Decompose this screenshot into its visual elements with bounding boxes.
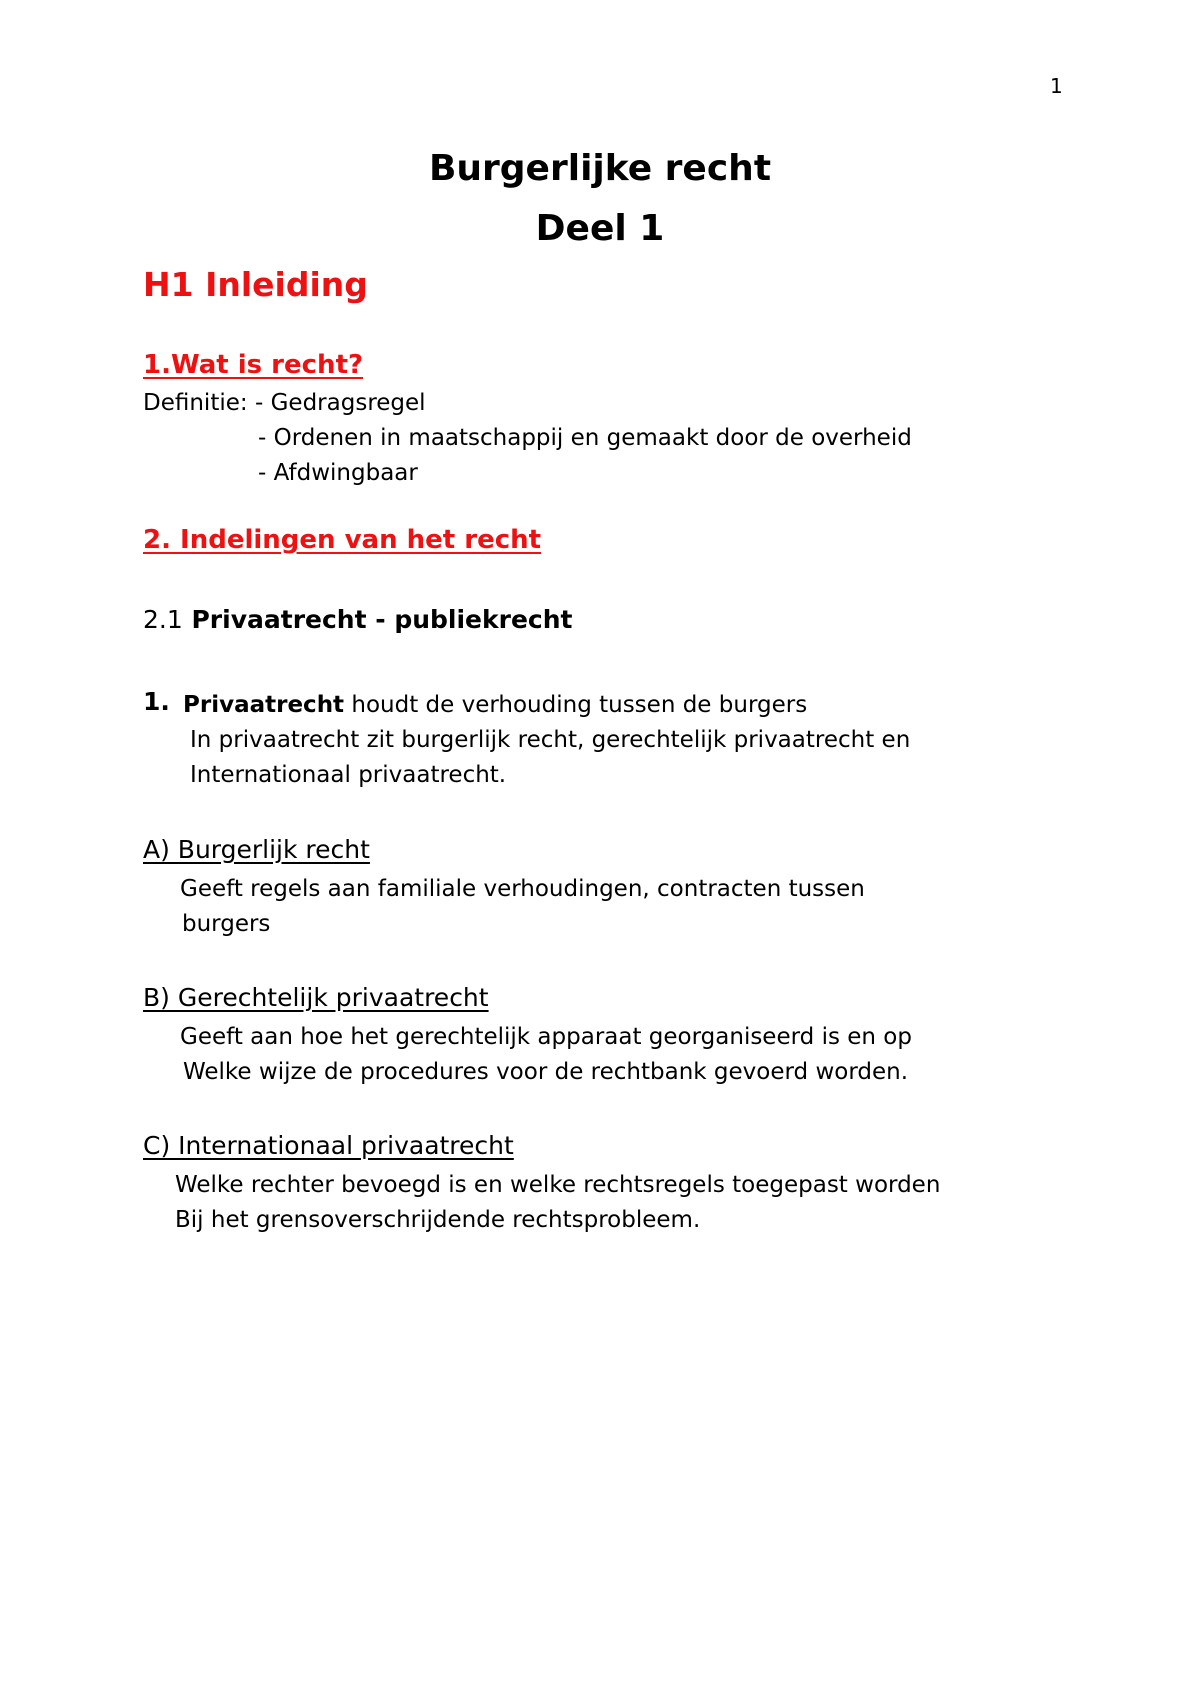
definition-item: - Ordenen in maatschappij en gemaakt door de overheid xyxy=(258,425,912,451)
chapter-heading: H1 Inleiding xyxy=(143,265,368,304)
part-heading-c: C) Internationaal privaatrecht xyxy=(143,1131,514,1160)
document-title: Burgerlijke recht xyxy=(428,148,772,189)
part-c-line: Welke rechter bevoegd is en welke rechtsregels toegepast worden xyxy=(175,1172,941,1198)
definition-label: Definitie: xyxy=(143,390,248,416)
part-b-line: Geeft aan hoe het gerechtelijk apparaat georganiseerd is en op xyxy=(180,1024,912,1050)
document-subtitle: Deel 1 xyxy=(535,208,665,249)
part-b-line: Welke wijze de procedures voor de rechtbank gevoerd worden. xyxy=(183,1059,909,1085)
section-heading-wat-is-recht: 1.Wat is recht? xyxy=(143,350,364,380)
part-c-line: Bij het grensoverschrijdende rechtsprobleem. xyxy=(175,1207,701,1233)
part-heading-b: B) Gerechtelijk privaatrecht xyxy=(143,983,489,1012)
subsection-number: 2.1 xyxy=(143,605,183,634)
list-item-line xyxy=(183,692,807,718)
part-a-line: Geeft regels aan familiale verhoudingen, contracten tussen xyxy=(180,876,865,902)
section-heading-indelingen: 2. Indelingen van het recht xyxy=(143,525,542,555)
part-a-line: burgers xyxy=(182,911,271,937)
list-number: 1. xyxy=(143,687,170,716)
definition-item: - Afdwingbaar xyxy=(258,460,418,486)
definition-item: - Gedragsregel xyxy=(255,390,426,416)
list-item-line: In privaatrecht zit burgerlijk recht, gerechtelijk privaatrecht en xyxy=(190,727,911,753)
subsection-title: Privaatrecht - publiekrecht xyxy=(191,605,573,634)
list-item-strong: Privaatrecht xyxy=(183,692,345,718)
part-heading-a: A) Burgerlijk recht xyxy=(143,835,370,864)
page-number: 1 xyxy=(1050,74,1063,98)
list-item-text: houdt de verhouding tussen de burgers xyxy=(351,692,808,718)
list-item-line: Internationaal privaatrecht. xyxy=(190,762,507,788)
subsection-heading xyxy=(143,605,573,634)
